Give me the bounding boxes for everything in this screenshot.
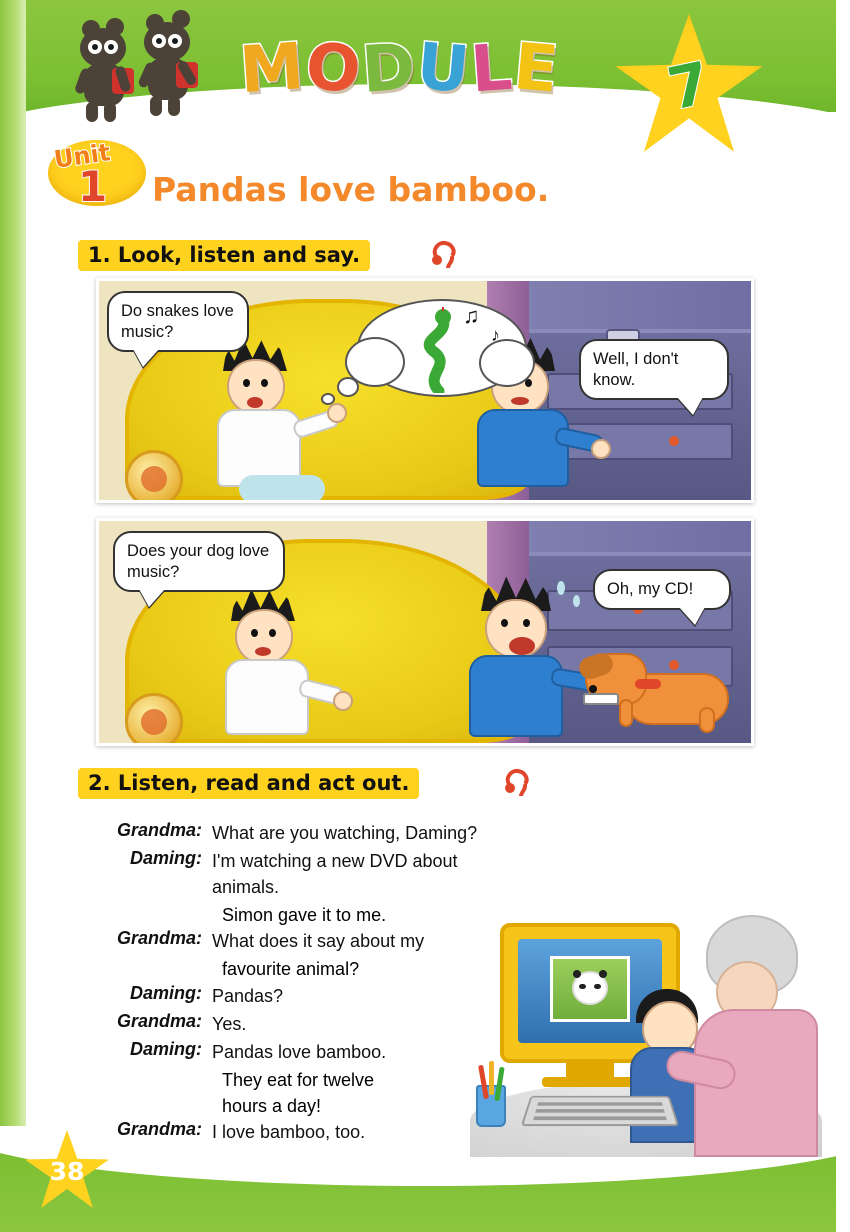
right-page-edge	[836, 0, 850, 1232]
speaker-name: Daming:	[130, 1038, 202, 1059]
speech-text: Do snakes love music?	[121, 302, 234, 341]
computer-scene-illustration	[470, 905, 822, 1157]
unit-title: Pandas love bamboo.	[152, 170, 550, 209]
module-letter: O	[302, 29, 366, 109]
module-word	[237, 29, 563, 109]
dialogue-list	[108, 820, 528, 1147]
speaker-name: Grandma:	[116, 820, 202, 840]
speech-text: Does your dog love music?	[127, 542, 270, 581]
dialogue-text: I love bamboo, too.	[212, 1122, 366, 1143]
module-letter: E	[510, 30, 563, 108]
speaker-name: Grandma:	[116, 1119, 202, 1140]
dialogue-line	[108, 1119, 528, 1145]
dialogue-text-cont: Simon gave it to me.	[222, 905, 387, 926]
left-green-band	[0, 0, 26, 1232]
section-1-heading: 1. Look, listen and say.	[78, 240, 370, 271]
dialogue-text: Pandas?	[212, 985, 284, 1006]
boy-left-panel2	[217, 587, 347, 746]
dialogue-line	[108, 848, 528, 900]
music-note-icon: ♫	[463, 303, 480, 328]
speaker-name: Grandma:	[116, 1010, 202, 1031]
dialogue-line	[108, 820, 528, 846]
module-letter: D	[359, 30, 420, 108]
module-letter: L	[468, 30, 517, 108]
dialogue-text: What are you watching, Daming?	[212, 823, 478, 843]
speech-bubble-2a	[113, 531, 285, 592]
monitor-base	[542, 1077, 638, 1087]
thought-bubble-small	[337, 377, 359, 397]
thought-cloud-puff	[479, 339, 535, 387]
module-letter: U	[414, 29, 475, 109]
boy-left-panel1	[209, 337, 339, 497]
dialogue-text: I'm watching a new DVD about animals.	[212, 851, 458, 898]
module-number: 7	[662, 48, 716, 124]
speaker-name: Daming:	[130, 982, 202, 1003]
panda-photo	[550, 956, 631, 1023]
dialogue-line	[108, 983, 528, 1009]
headphones-icon	[432, 240, 458, 270]
thought-bubble-tiny	[321, 393, 335, 405]
unit-number: 1	[78, 162, 108, 211]
comic-panel-2	[96, 518, 754, 746]
snake-figure	[419, 307, 453, 385]
speech-text: Oh, my CD!	[607, 580, 694, 598]
dialogue-text: Yes.	[212, 1013, 247, 1034]
speech-text: Well, I don't know.	[593, 350, 679, 389]
dog-figure	[583, 637, 733, 733]
panda-mascot-right	[140, 10, 226, 114]
unit-label: Unit	[52, 138, 112, 174]
speaker-name: Daming:	[130, 848, 202, 869]
panda-face	[572, 971, 608, 1005]
keyboard	[521, 1096, 680, 1126]
dialogue-text: What does it say about my	[212, 931, 425, 952]
speech-bubble-1a	[107, 291, 249, 352]
music-note-icon: ♪	[491, 325, 500, 345]
dialogue-line	[108, 1011, 528, 1037]
speech-bubble-1b	[579, 339, 729, 400]
speaker-name: Grandma:	[116, 928, 202, 949]
dialogue-text: Pandas love bamboo.	[212, 1041, 387, 1062]
speech-bubble-2b	[593, 569, 731, 610]
page-number: 38	[49, 1157, 85, 1186]
comic-panel-1	[96, 278, 754, 503]
section-2-heading: 2. Listen, read and act out.	[78, 768, 419, 799]
monitor-screen	[518, 939, 662, 1043]
dialogue-line	[108, 1039, 528, 1065]
dialogue-text-cont: hours a day!	[222, 1095, 322, 1116]
headphones-icon	[505, 768, 531, 798]
dialogue-text-cont: They eat for twelve	[222, 1069, 375, 1090]
dialogue-text-cont: favourite animal?	[222, 959, 360, 980]
module-letter: M	[237, 29, 309, 109]
pencil-cup	[476, 1085, 506, 1127]
dialogue-line	[108, 928, 528, 954]
